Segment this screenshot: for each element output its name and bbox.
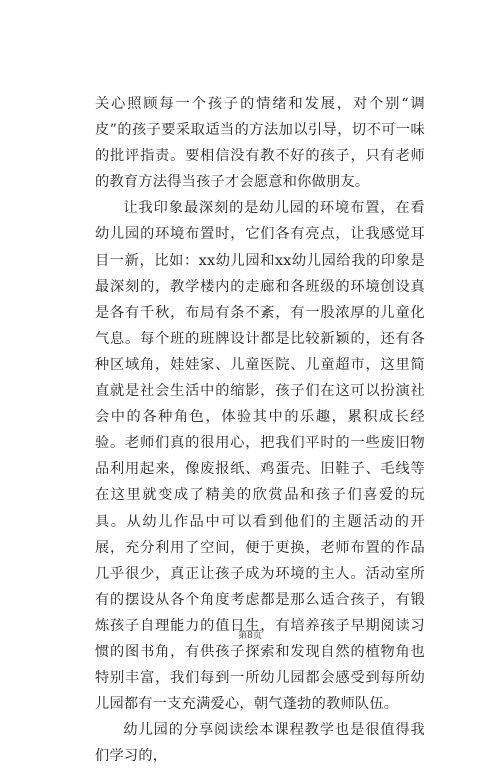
body-text — [95, 91, 425, 769]
page-number: 第8页 — [238, 631, 262, 641]
paragraph-2: 让我印象最深刻的是幼儿园的环境布置，在看幼儿园的环境布置时，它们各有亮点，让我感觉耳目一新，比如：xx幼儿园和xx幼儿园给我的印象是最深刻的，教学楼内的走廊和各班级的环境创设真是各有千秋，布局有条不紊，有一股浓厚的儿童化气息。每个班的班牌设计都是比较新颖的，还有各种区域角，娃娃家、儿童医院、儿童超市，这里简直就是社会生活中的缩影，孩子们在这可以扮演社会中的各种角色，体验其中的乐趣，累积成长经验。老师们真的很用心，把我们平时的一些废旧物品利用起来，像废报纸、鸡蛋壳、旧鞋子、毛线等在这里就变成了精美的欣赏品和孩子们喜爱的玩具。从幼儿作品中可以看到他们的主题活动的开展，充分利用了空间，便于更换，老师布置的作品几乎很少，真正让孩子成为环境的主人。活动室所有的摆设从各个角度考虑都是那么适合孩子，有锻炼孩子自理能力的值日生，有培养孩子早期阅读习惯的图书角，有供孩子探索和发现自然的植物角也特别丰富，我们每到一所幼儿园都会感受到每所幼儿园都有一支充满爱心，朝气蓬勃的教师队伍。 — [95, 200, 425, 713]
paragraph-3: 幼儿园的分享阅读绘本课程教学也是很值得我们学习的， — [95, 722, 425, 765]
paragraph-1: 关心照顾每一个孩子的情绪和发展，对个别“调皮”的孩子要采取适当的方法加以引导，切不可一味的批评指责。要相信没有教不好的孩子，只有老师的教育方法得当孩子才会愿意和你做朋友。 — [95, 96, 425, 191]
